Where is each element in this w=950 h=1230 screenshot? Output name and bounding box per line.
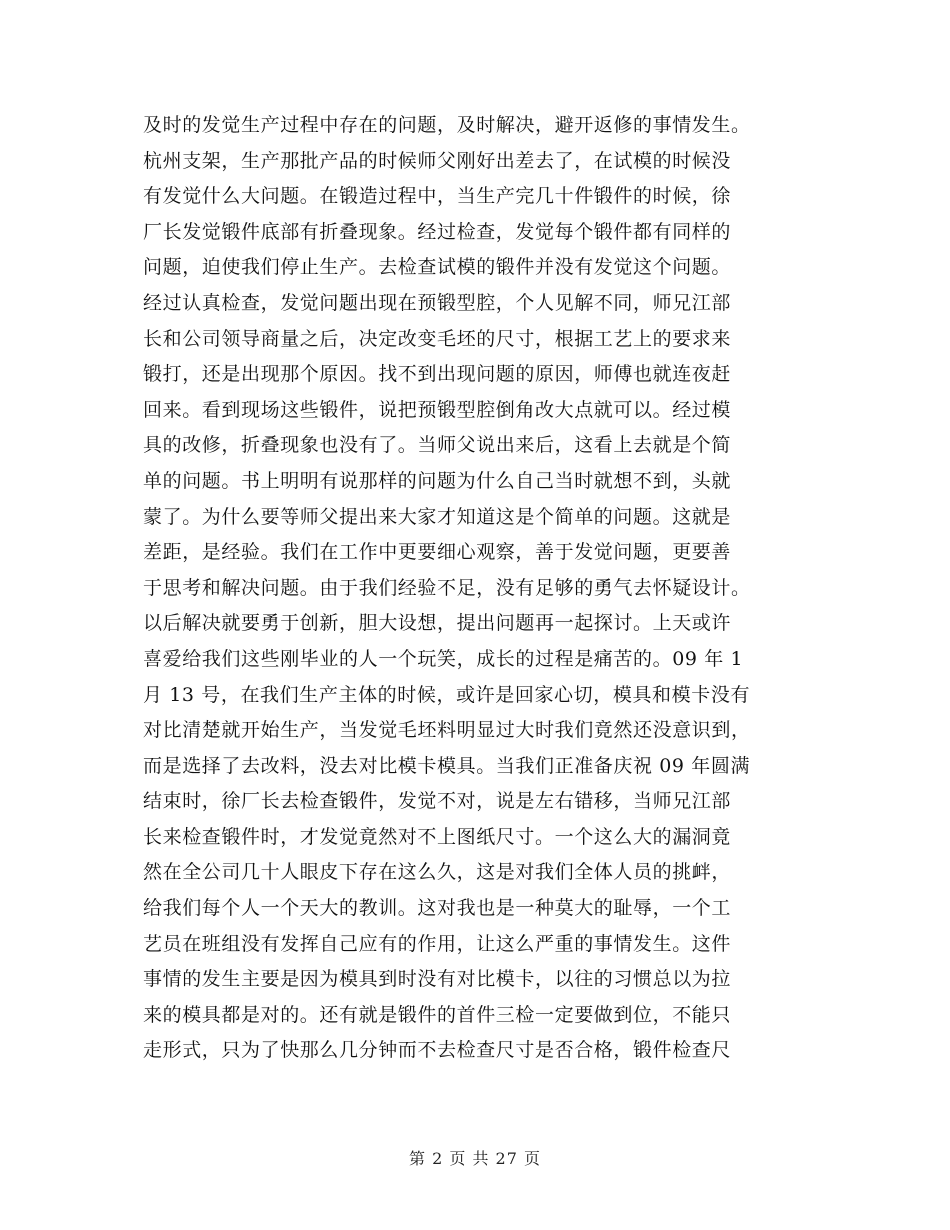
text-line: 艺员在班组没有发挥自己应有的作用，让这么严重的事情发生。这件 — [143, 932, 732, 955]
text-line: 有发觉什么大问题。在锻造过程中，当生产完几十件锻件的时候，徐 — [143, 185, 732, 208]
text-line: 差距，是经验。我们在工作中更要细心观察，善于发觉问题，更要善 — [143, 541, 732, 564]
text-line: 走形式，只为了快那么几分钟而不去检查尺寸是否合格，锻件检查尺 — [143, 1039, 732, 1062]
text-line: 回来。看到现场这些锻件，说把预锻型腔倒角改大点就可以。经过模 — [143, 398, 732, 421]
text-line: 厂长发觉锻件底部有折叠现象。经过检查，发觉每个锻件都有同样的 — [143, 220, 732, 243]
text-line: 于思考和解决问题。由于我们经验不足，没有足够的勇气去怀疑设计。 — [143, 576, 751, 599]
text-line: 长来检查锻件时，才发觉竟然对不上图纸尺寸。一个这么大的漏洞竟 — [143, 825, 732, 848]
text-line: 对比清楚就开始生产，当发觉毛坯料明显过大时我们竟然还没意识到， — [143, 719, 751, 742]
text-line: 锻打，还是出现那个原因。找不到出现问题的原因，师傅也就连夜赶 — [143, 363, 732, 386]
text-line: 结束时，徐厂长去检查锻件，发觉不对，说是左右错移，当师兄江部 — [143, 790, 732, 813]
text-line: 事情的发生主要是因为模具到时没有对比模卡，以往的习惯总以为拉 — [143, 968, 732, 991]
text-line: 杭州支架，生产那批产品的时候师父刚好出差去了，在试模的时候没 — [143, 149, 732, 172]
text-line: 而是选择了去改料，没去对比模卡模具。当我们正准备庆祝 09 年圆满 — [143, 754, 751, 777]
text-line: 问题，迫使我们停止生产。去检查试模的锻件并没有发觉这个问题。 — [143, 256, 732, 279]
text-line: 给我们每个人一个天大的教训。这对我也是一种莫大的耻辱，一个工 — [143, 897, 732, 920]
text-line: 然在全公司几十人眼皮下存在这么久，这是对我们全体人员的挑衅， — [143, 861, 732, 884]
text-line: 具的改修，折叠现象也没有了。当师父说出来后，这看上去就是个简 — [143, 434, 732, 457]
text-line: 喜爱给我们这些刚毕业的人一个玩笑，成长的过程是痛苦的。09 年 1 — [143, 647, 744, 670]
text-line: 单的问题。书上明明有说那样的问题为什么自己当时就想不到，头就 — [143, 469, 732, 492]
text-line: 及时的发觉生产过程中存在的问题，及时解决，避开返修的事情发生。 — [143, 114, 751, 136]
text-line: 月 13 号，在我们生产主体的时候，或许是回家心切，模具和模卡没有 — [143, 683, 751, 706]
text-line: 来的模具都是对的。还有就是锻件的首件三检一定要做到位，不能只 — [143, 1003, 732, 1026]
text-line: 以后解决就要勇于创新，胆大设想，提出问题再一起探讨。上天或许 — [143, 612, 732, 635]
text-line: 蒙了。为什么要等师父提出来大家才知道这是个简单的问题。这就是 — [143, 505, 732, 528]
page-number-footer: 第 2 页 共 27 页 — [409, 1149, 541, 1168]
body-text — [143, 108, 823, 1069]
text-line: 经过认真检查，发觉问题出现在预锻型腔，个人见解不同，师兄江部 — [143, 291, 732, 314]
text-line: 长和公司领导商量之后，决定改变毛坯的尺寸，根据工艺上的要求来 — [143, 327, 732, 350]
